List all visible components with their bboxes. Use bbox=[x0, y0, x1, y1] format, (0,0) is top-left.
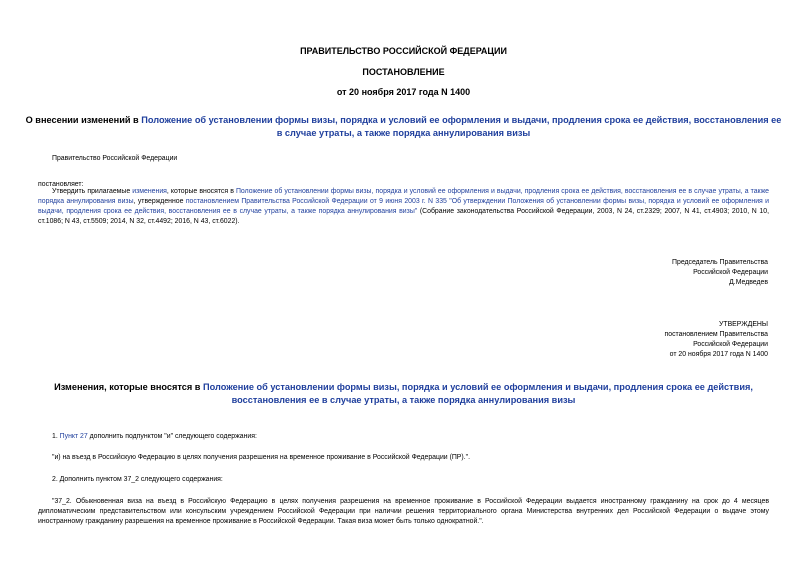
document-title bbox=[25, 114, 782, 140]
item-1-text: дополнить подпунктом "и" следующего содержания: bbox=[87, 433, 257, 440]
approval-date: от 20 ноября 2017 года N 1400 bbox=[669, 351, 768, 358]
signature-country: Российской Федерации bbox=[693, 269, 768, 276]
approval-by: постановлением Правительства bbox=[664, 331, 768, 338]
p1-text-d: (Собрание законодательства Российской Федерации, 2003, N 24, ст.2329; 2007, N 41, ст.4903; 2010, N 10, ст.1086; N 43, ст.5509; 2014, N 32, ст.4492; 2016, N 43, ст.6022). bbox=[38, 208, 769, 225]
regulation-link[interactable]: Положение об установлении формы визы, порядка и условий ее оформления и выдачи, продления срока ее действия, восстановления ее в случае утраты, а также порядка аннулирования визы bbox=[141, 115, 782, 138]
date-number-heading: от 20 ноября 2017 года N 1400 bbox=[336, 87, 471, 97]
resolves-line: постановляет: bbox=[38, 181, 84, 188]
item-1 bbox=[52, 432, 257, 442]
signature-title: Председатель Правительства bbox=[672, 259, 768, 266]
signature-block bbox=[600, 258, 768, 288]
p1-text-b: , которые вносятся в bbox=[166, 188, 236, 195]
p1-text-a: Утвердить прилагаемые bbox=[52, 188, 133, 195]
government-heading: ПРАВИТЕЛЬСТВО РОССИЙСКОЙ ФЕДЕРАЦИИ bbox=[300, 46, 507, 56]
item-1-number: 1. bbox=[52, 433, 60, 440]
government-line: Правительство Российской Федерации bbox=[52, 155, 178, 162]
approval-country: Российской Федерации bbox=[693, 341, 768, 348]
item-1-quote: "и) на въезд в Российскую Федерацию в целях получения разрешения на временное проживание в Российской Федерации (ПР).". bbox=[52, 454, 470, 461]
signature-name: Д.Медведев bbox=[729, 279, 768, 286]
approval-block bbox=[600, 320, 768, 360]
point-27-link[interactable]: Пункт 27 bbox=[59, 433, 88, 440]
document-type-heading: ПОСТАНОВЛЕНИЕ bbox=[362, 67, 445, 77]
resolution-paragraph bbox=[38, 187, 769, 227]
changes-link[interactable]: изменения bbox=[132, 188, 167, 195]
changes-regulation-link[interactable]: Положение об установлении формы визы, порядка и условий ее оформления и выдачи, продления срока ее действия, восстановления ее в случае утраты, а также порядка аннулирования визы bbox=[203, 382, 753, 405]
regulation-link-inline[interactable]: Положение об установлении формы визы, порядка и условий ее оформления и выдачи, продления срока ее действия, восстановления ее в случае утраты, а также порядка аннулирования визы bbox=[38, 188, 770, 205]
resolution-335-link[interactable]: постановлением Правительства Российской Федерации от 9 июня 2003 г. N 335 "Об утверждении Положения об установлении формы визы, порядка и условий ее оформления и выдачи, продления срока ее действия, восстановления ее в случае утраты, а также порядка аннулирования визы" bbox=[38, 198, 770, 215]
item-2-quote: "37_2. Обыкновенная виза на въезд в Российскую Федерацию в целях получения разрешения на временное проживание в Российской Федерации выдается иностранному гражданину на срок до 4 месяцев дипломатическим представительством или консульским учреждением Российской Федерации при наличии решения территориального органа Министерства внутренних дел Российской Федерации о выдаче этому иностранному гражданину разрешения на временное проживание в Российской Федерации. Такая виза может быть только однократной.". bbox=[38, 498, 769, 525]
item-2: 2. Дополнить пунктом 37_2 следующего содержания: bbox=[52, 476, 223, 483]
p1-text-c: , утвержденное bbox=[133, 198, 186, 205]
changes-title-prefix: Изменения, которые вносятся в bbox=[54, 382, 203, 392]
document-title-prefix: О внесении изменений в bbox=[25, 115, 142, 125]
approval-title: УТВЕРЖДЕНЫ bbox=[719, 321, 768, 328]
changes-title bbox=[45, 381, 762, 407]
